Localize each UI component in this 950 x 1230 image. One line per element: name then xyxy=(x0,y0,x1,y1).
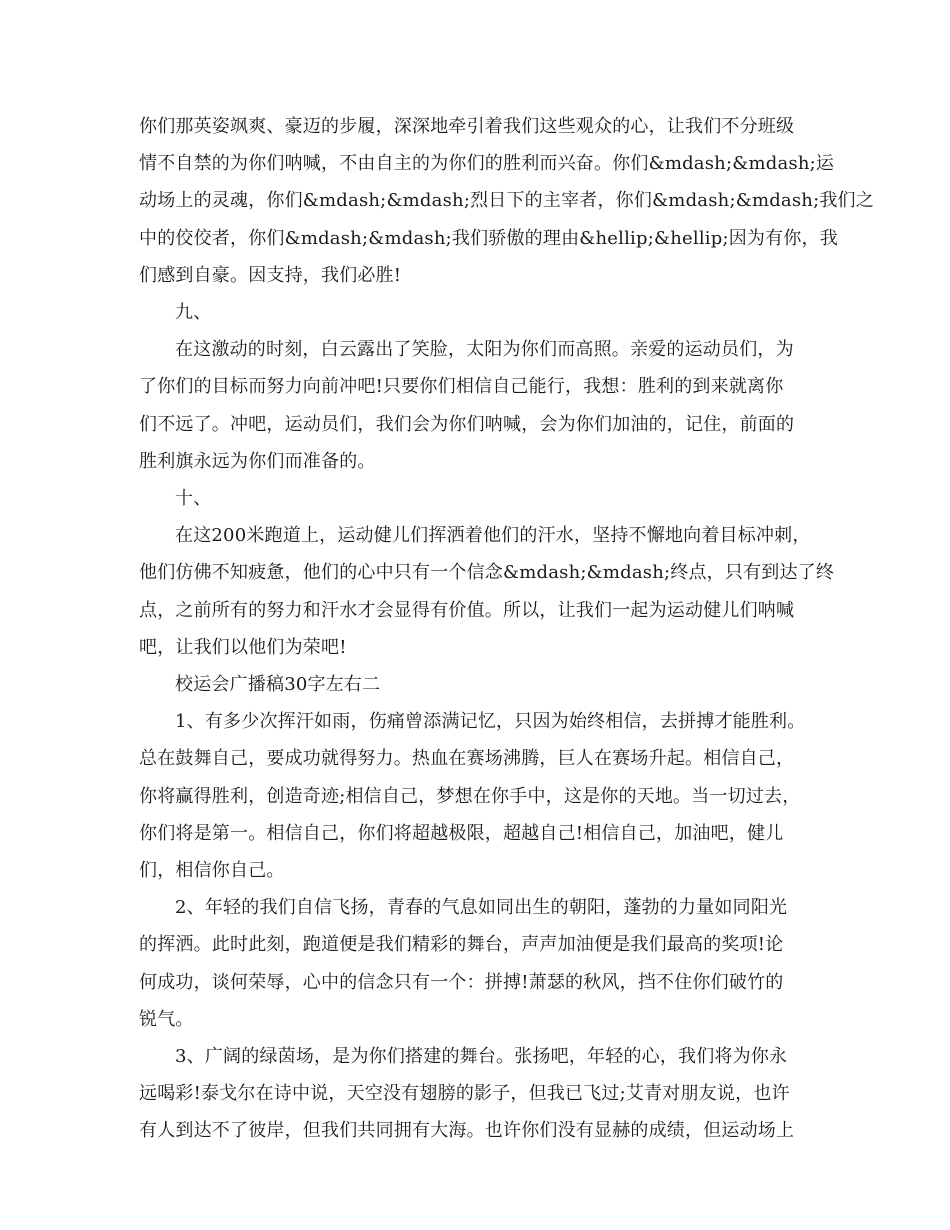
section-heading: 校运会广播稿30字左右二 xyxy=(175,674,381,695)
text-line: 胜利旗永远为你们而准备的。 xyxy=(139,451,376,472)
text-line: 的挥洒。此时此刻，跑道便是我们精彩的舞台，声声加油便是我们最高的奖项!论 xyxy=(139,934,784,955)
text-line: 何成功，谈何荣辱，心中的信念只有一个：拼搏!萧瑟的秋风，挡不住你们破竹的 xyxy=(139,972,784,993)
text-line: 1、有多少次挥汗如雨，伤痛曾添满记忆，只因为始终相信，去拼搏才能胜利。 xyxy=(175,711,806,732)
text-line: 了你们的目标而努力向前冲吧!只要你们相信自己能行，我想：胜利的到来就离你 xyxy=(139,376,784,397)
text-line: 总在鼓舞自己，要成功就得努力。热血在赛场沸腾，巨人在赛场升起。相信自己， xyxy=(139,748,795,769)
text-line: 动场上的灵魂，你们&mdash;&mdash;烈日下的主宰者，你们&mdash;&mdash;我们之 xyxy=(139,190,874,211)
text-line: 有人到达不了彼岸，但我们共同拥有大海。也许你们没有显赫的成绩，但运动场上 xyxy=(139,1120,795,1141)
text-line: 们，相信你自己。 xyxy=(139,860,285,881)
text-line: 你们那英姿飒爽、豪迈的步履，深深地牵引着我们这些观众的心，让我们不分班级 xyxy=(139,116,795,137)
text-line: 吧，让我们以他们为荣吧! xyxy=(139,637,347,658)
text-line: 3、广阔的绿茵场，是为你们搭建的舞台。张扬吧，年轻的心，我们将为你永 xyxy=(175,1046,788,1067)
text-line: 他们仿佛不知疲惫，他们的心中只有一个信念&mdash;&mdash;终点，只有到达了终 xyxy=(139,562,835,583)
text-line: 你们将是第一。相信自己，你们将超越极限，超越自己!相信自己，加油吧，健儿 xyxy=(139,823,784,844)
text-line: 远喝彩!泰戈尔在诗中说，天空没有翅膀的影子，但我已飞过;艾青对朋友说，也许 xyxy=(139,1083,790,1104)
text-line: 点，之前所有的努力和汗水才会显得有价值。所以，让我们一起为运动健儿们呐喊 xyxy=(139,600,795,621)
text-line: 情不自禁的为你们呐喊，不由自主的为你们的胜利而兴奋。你们&mdash;&mdash;运 xyxy=(139,153,835,174)
text-line: 2、年轻的我们自信飞扬，青春的气息如同出生的朝阳，蓬勃的力量如同阳光 xyxy=(175,897,788,918)
text-line: 们不远了。冲吧，运动员们，我们会为你们呐喊，会为你们加油的，记住，前面的 xyxy=(139,414,795,435)
section-heading: 十、 xyxy=(175,488,212,509)
text-line: 你将赢得胜利，创造奇迹;相信自己，梦想在你手中，这是你的天地。当一切过去， xyxy=(139,786,801,807)
text-line: 在这200米跑道上，运动健儿们挥洒着他们的汗水，坚持不懈地向着目标冲刺， xyxy=(175,525,811,546)
text-line: 们感到自豪。因支持，我们必胜! xyxy=(139,265,402,286)
section-heading: 九、 xyxy=(175,302,212,323)
text-line: 中的佼佼者，你们&mdash;&mdash;我们骄傲的理由&hellip;&hellip;因为有你，我 xyxy=(139,228,838,249)
text-line: 锐气。 xyxy=(139,1009,194,1030)
text-line: 在这激动的时刻，白云露出了笑脸，太阳为你们而高照。亲爱的运动员们，为 xyxy=(175,339,794,360)
